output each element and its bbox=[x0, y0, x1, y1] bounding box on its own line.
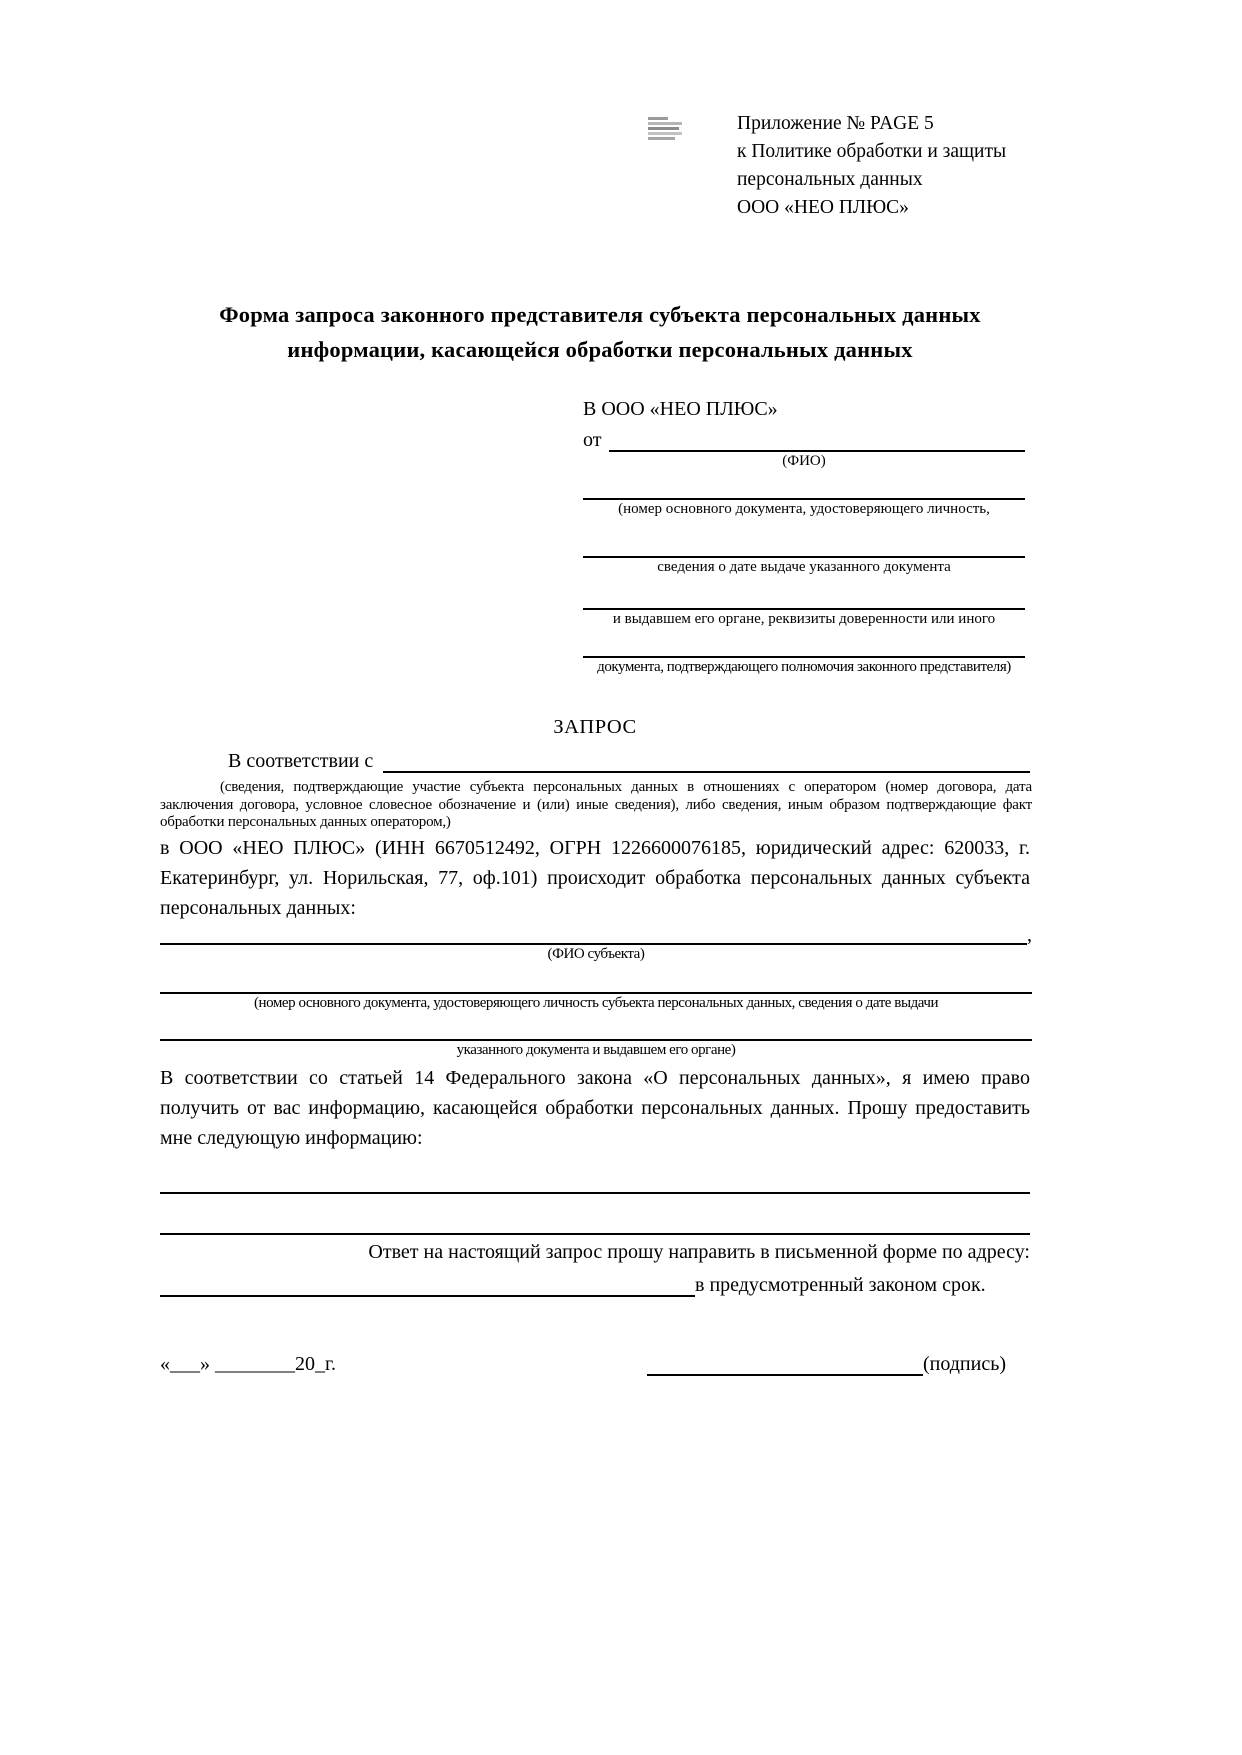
from-blank-line bbox=[609, 428, 1025, 452]
according-blank-line bbox=[383, 747, 1030, 773]
small-print-note: (сведения, подтверждающие участие субъекта персональных данных в отношениях с оператором (номер договора, дата заключения договора, условное словесное обозначение и (или) иные сведения), либо сведения, иным образом подтверждающие факт обработки персональных данных оператором,) bbox=[160, 779, 1032, 830]
doc-caption: документа, подтверждающего полномочия законного представителя) bbox=[597, 659, 1011, 675]
appendix-line: ООО «НЕО ПЛЮС» bbox=[737, 197, 909, 218]
addressee-block bbox=[583, 396, 1025, 676]
form-title: Форма запроса законного представителя субъекта персональных данных информации, касающейся обработки персональных данных bbox=[219, 302, 981, 362]
addressee-org: В ООО «НЕО ПЛЮС» bbox=[583, 398, 778, 420]
doc-blank-line bbox=[583, 518, 1025, 558]
request-heading: ЗАПРОС bbox=[553, 716, 637, 738]
appendix-line: к Политике обработки и защиты bbox=[737, 141, 1007, 162]
law-paragraph: В соответствии со статьей 14 Федерального закона «О персональных данных», я имею право получить от вас информацию, касающейся обработки персональных данных. Прошу предоставить мне следующую информацию: bbox=[160, 1067, 1030, 1149]
operator-paragraph: в ООО «НЕО ПЛЮС» (ИНН 6670512492, ОГРН 1226600076185, юридический адрес: 620033, г. Екатеринбург, ул. Норильская, 77, оф.101) происходит обработка персональных данных субъекта персональных данных: bbox=[160, 837, 1030, 919]
answer-line-2-suffix: в предусмотренный законом срок. bbox=[695, 1274, 986, 1296]
date-field: «___» ________20_г. bbox=[160, 1353, 336, 1375]
according-label: В соответствии с bbox=[228, 750, 374, 772]
footer-row bbox=[160, 1352, 1030, 1376]
embedded-object-icon bbox=[648, 117, 682, 144]
subject-doc-line-1 bbox=[160, 963, 1032, 994]
subject-doc-caption-2: указанного документа и выдавшем его органе) bbox=[456, 1042, 736, 1058]
signature-blank-line bbox=[647, 1352, 923, 1376]
appendix-block bbox=[737, 110, 1067, 222]
info-blank-line-2 bbox=[160, 1192, 1030, 1235]
doc-blank-line bbox=[583, 628, 1025, 658]
signature-caption: (подпись) bbox=[922, 1353, 1006, 1375]
from-label: от bbox=[583, 429, 602, 451]
doc-blank-line bbox=[583, 576, 1025, 610]
doc-blank-line bbox=[583, 470, 1025, 500]
answer-line-2 bbox=[160, 1271, 1030, 1297]
doc-caption: (номер основного документа, удостоверяющего личность, bbox=[618, 501, 990, 517]
doc-caption: сведения о дате выдаче указанного документа bbox=[657, 559, 951, 575]
fio-caption: (ФИО) bbox=[782, 453, 826, 469]
subject-doc-caption-1: (номер основного документа, удостоверяющего личность субъекта персональных данных, сведения о дате выдачи bbox=[253, 995, 939, 1011]
appendix-line: персональных данных bbox=[737, 169, 923, 190]
appendix-line: Приложение № PAGE 5 bbox=[737, 113, 934, 134]
trailing-comma: , bbox=[1027, 924, 1032, 946]
address-blank-line bbox=[160, 1271, 695, 1297]
info-blank-line-1 bbox=[160, 1160, 1030, 1194]
subject-doc-line-2 bbox=[160, 1012, 1032, 1041]
subject-fio-line bbox=[160, 921, 1027, 945]
subject-fio-caption: (ФИО субъекта) bbox=[547, 946, 645, 962]
subject-block bbox=[160, 921, 1032, 1059]
according-row bbox=[160, 747, 1030, 773]
answer-line-1: Ответ на настоящий запрос прошу направить в письменной форме по адресу: bbox=[368, 1241, 1030, 1263]
doc-caption: и выдавшем его органе, реквизиты доверенности или иного bbox=[612, 611, 996, 627]
